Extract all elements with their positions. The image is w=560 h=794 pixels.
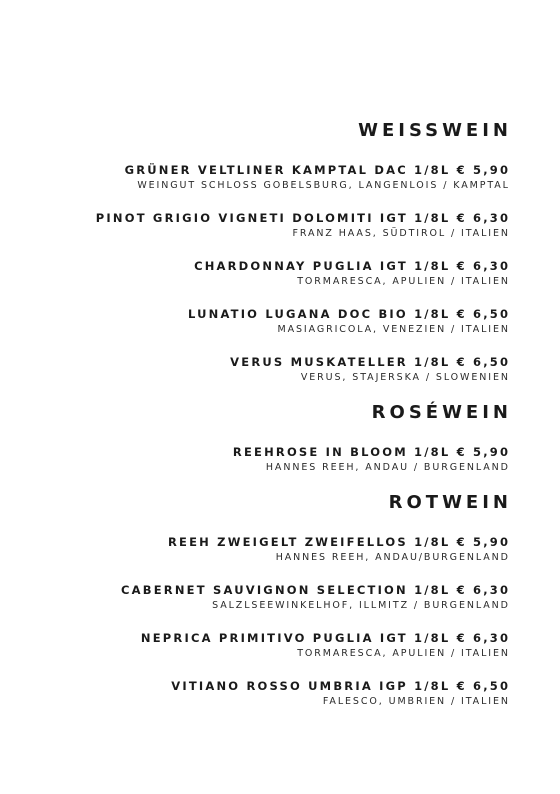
- section-rose-wine: [38, 402, 512, 475]
- wine-name: CHARDONNAY PUGLIA IGT 1/8L € 6,30: [194, 259, 511, 273]
- wine-producer: WEINGUT SCHLOSS GOBELSBURG, LANGENLOIS / KAMPTAL: [137, 180, 510, 191]
- wine-item: [38, 258, 511, 289]
- wine-producer: SALZLSEEWINKELHOF, ILLMITZ / BURGENLAND: [212, 600, 510, 611]
- wine-producer: VERUS, STAJERSKA / SLOWENIEN: [300, 372, 510, 383]
- wine-producer: TORMARESCA, APULIEN / ITALIEN: [297, 648, 510, 659]
- wine-producer: HANNES REEH, ANDAU/BURGENLAND: [275, 552, 510, 563]
- wine-item: [38, 678, 511, 709]
- wine-item: [38, 354, 511, 385]
- wine-item: [38, 630, 511, 661]
- wine-name: VERUS MUSKATELLER 1/8L € 6,50: [230, 355, 511, 369]
- section-white-wine: [38, 120, 512, 385]
- wine-item: [38, 582, 511, 613]
- wine-producer: HANNES REEH, ANDAU / BURGENLAND: [265, 462, 510, 473]
- wine-item: [38, 210, 511, 241]
- wine-list: [38, 120, 512, 726]
- wine-name: CABERNET SAUVIGNON SELECTION 1/8L € 6,30: [121, 583, 511, 597]
- wine-producer: FALESCO, UMBRIEN / ITALIEN: [322, 696, 510, 707]
- wine-item: [38, 534, 511, 565]
- wine-name: LUNATIO LUGANA DOC BIO 1/8L € 6,50: [187, 307, 511, 321]
- wine-name: REEHROSE IN BLOOM 1/8L € 5,90: [232, 445, 511, 459]
- wine-name: GRÜNER VELTLINER KAMPTAL DAC 1/8L € 5,90: [124, 163, 511, 177]
- wine-name: PINOT GRIGIO VIGNETI DOLOMITI IGT 1/8L € 6,30: [95, 211, 511, 225]
- section-title: ROTWEIN: [388, 492, 512, 513]
- wine-producer: MASIAGRICOLA, VENEZIEN / ITALIEN: [277, 324, 510, 335]
- section-title: ROSÉWEIN: [371, 402, 512, 423]
- wine-item: [38, 444, 511, 475]
- wine-name: NEPRICA PRIMITIVO PUGLIA IGT 1/8L € 6,30: [140, 631, 511, 645]
- section-red-wine: [38, 492, 512, 709]
- wine-name: REEH ZWEIGELT ZWEIFELLOS 1/8L € 5,90: [167, 535, 511, 549]
- wine-item: [38, 162, 511, 193]
- wine-producer: TORMARESCA, APULIEN / ITALIEN: [297, 276, 510, 287]
- wine-item: [38, 306, 511, 337]
- section-title: WEISSWEIN: [358, 120, 512, 141]
- wine-producer: FRANZ HAAS, SÜDTIROL / ITALIEN: [292, 228, 510, 239]
- wine-name: VITIANO ROSSO UMBRIA IGP 1/8L € 6,50: [171, 679, 511, 693]
